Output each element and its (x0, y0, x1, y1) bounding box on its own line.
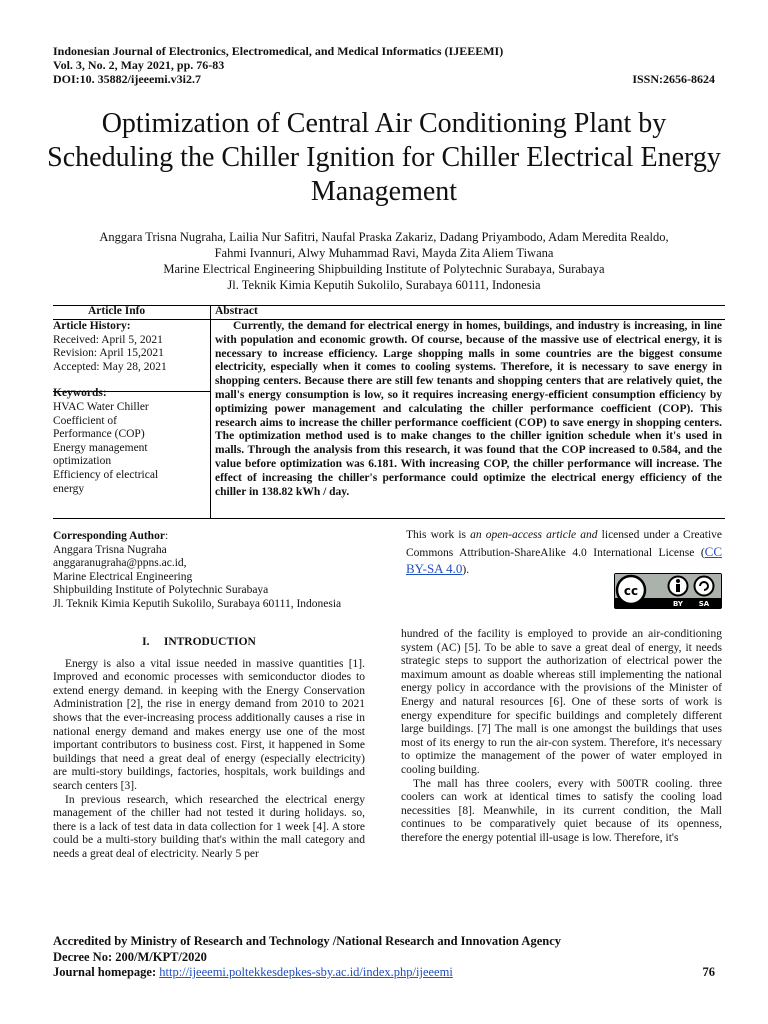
corresponding-dept: Marine Electrical Engineering (53, 570, 193, 583)
corresponding-address: Jl. Teknik Kimia Keputih Sukolilo, Surabaya 60111, Indonesia (53, 597, 342, 610)
license-italic: an open-access article and (470, 529, 598, 541)
license-pre: This work is (406, 529, 471, 541)
history-label: Article History: (53, 320, 131, 332)
decree: Decree No: 200/M/KPT/2020 (53, 949, 207, 964)
affiliation: Marine Electrical Engineering Shipbuilding Institute of Polytechnic Surabaya, Surabaya (163, 262, 605, 276)
abstract-text: Currently, the demand for electrical energy in homes, buildings, and industry is increasing, in line with population and economic growth. Of course, because of the massive use of electrical energy, it is necessary to increase efficiency. Large shopping malls in some countries are the biggest consume electricity, especially when it comes to cooling systems. Therefore, it is necessary to save energy in shopping centers. Because there are still few tenants and shopping centers that are relatively quiet, the mall's energy consumption is low, so it requires increasing energy-efficient consumption efficiency by optimizing power management and calculating the chiller performance coefficient (COP). This research aims to increase the chiller performance coefficient (COP) to save energy in shopping centers. The optimization method used is to make changes to the chiller ignition schedule when it's used in malls. Through the analysis from this research, it was found that the COP increased to 0.584, and the value before optimization was 6.181. With increasing COP, the chiller performance will increase. The effect of increasing the chiller's performance could optimize the electrical energy efficiency of the chiller in 138.82 kWh / day. (215, 320, 722, 498)
section-heading-introduction: I. INTRODUCTION (142, 636, 256, 648)
journal-header (53, 44, 715, 86)
paper-title: Optimization of Central Air Conditioning Plant by Scheduling the Chiller Ignition for Chiller Electrical Energy Management (47, 108, 721, 207)
intro-paragraph-3: hundred of the facility is employed to provide an air-conditioning system (AC) [5]. To be able to save a great deal of energy, it needs strategic steps to support the authorization of electrical power the maximum amount as doable whereas still implementing the national energy policy in accordance with the provisions of the Minister of Energy and natural resources [6]. One of these sorts of work is energy expenditure for specific buildings and completely different large buildings. [7] The mall is one amongst the buildings that uses most of its energy to run the air-con system. Therefore, it's necessary to optimize the management of the power of water employed in cooling building. (401, 628, 722, 776)
keyword-line: Coefficient of (53, 414, 117, 427)
issn: ISSN:2656-8624 (632, 72, 715, 86)
corresponding-email[interactable]: anggaranugraha@ppns.ac.id, (53, 557, 187, 569)
article-info (53, 320, 210, 496)
intro-paragraph-4: The mall has three coolers, every with 500TR cooling. three coolers can work at identical times to satisfy the cooling load necessities [8]. Meanwhile, in its current condition, the Mall continues to be comparatively quiet because of its openness, therefore the energy potential ill-usage is low. Therefore, it's (401, 777, 722, 844)
intro-paragraph-1: Energy is also a vital issue needed in massive quantities [1]. Improved and economic processes with semiconductor diodes to extend energy demand. in keeping with the Energy Conservation Administration [2], the rise in energy demand from 2010 to 2021 shows that the ever-increasing process additionally causes a rise in national energy demand and makes energy use one of the most important contributors to business cost. First, it happened in Some buildings that need a great deal of energy (especially electricity) are multi-story buildings, factories, hospitals, work buildings and search centers [3]. (53, 657, 365, 792)
keywords-label: Keywords: (53, 387, 107, 400)
table-column-divider (210, 306, 211, 518)
affiliation-address: Jl. Teknik Kimia Keputih Sukolilo, Surabaya 60111, Indonesia (227, 278, 541, 292)
authors-block (40, 229, 728, 293)
corresponding-label: Corresponding Author (53, 530, 165, 542)
keyword-line: Performance (COP) (53, 428, 145, 441)
svg-text:cc: cc (623, 584, 639, 598)
corresponding-inst: Shipbuilding Institute of Polytechnic Surabaya (53, 584, 269, 596)
keyword-line: HVAC Water Chiller (53, 400, 149, 413)
intro-left-column (53, 636, 365, 862)
accepted-date: Accepted: May 28, 2021 (53, 360, 167, 373)
corresponding-colon: : (164, 530, 169, 542)
license-post: licensed under a Creative Commons Attribution-ShareAlike 4.0 International License ( (406, 529, 723, 559)
cc-license-badge[interactable] (614, 573, 722, 609)
keyword-line: energy (53, 482, 85, 495)
received-date: Received: April 5, 2021 (53, 333, 163, 346)
page-footer (53, 934, 715, 981)
license-end: ). (462, 564, 470, 576)
article-info-heading: Article Info (88, 305, 146, 317)
table-top-rule (53, 305, 725, 306)
journal-name: Indonesian Journal of Electronics, Electromedical, and Medical Informatics (IJEEEMI) (53, 44, 504, 58)
doi: DOI:10. 35882/ijeeemi.v3i2.7 (53, 72, 201, 86)
badge-by-label: BY (672, 600, 684, 608)
keyword-line: Efficiency of electrical (53, 468, 159, 481)
cc-by-sa-icon (614, 573, 722, 609)
keyword-line: Energy management (53, 441, 148, 454)
corresponding-name: Anggara Trisna Nugraha (53, 543, 167, 556)
homepage-link[interactable]: http://ijeeemi.poltekkesdepkes-sby.ac.id/index.php/ijeeemi (159, 965, 453, 979)
volume-info: Vol. 3, No. 2, May 2021, pp. 76-83 (53, 58, 225, 72)
intro-right-column (401, 628, 722, 846)
table-bottom-rule (53, 518, 725, 519)
authors-line-2: Fahmi Ivannuri, Alwy Muhammad Ravi, Mayda Zita Aliem Tiwana (214, 246, 554, 260)
accreditation: Accredited by Ministry of Research and Technology /National Research and Innovation Agency (53, 934, 562, 948)
homepage-label: Journal homepage: (53, 965, 160, 979)
license-text (406, 528, 722, 579)
intro-paragraph-2: In previous research, which researched the electrical energy management of the chiller had not tested it during holidays. so, there is a lack of test data in data collection for 1 week [4]. A store could be a multi-story building that's within the mall category and needs a great deal of electricity. Nearly 5 per (53, 793, 365, 860)
corresponding-author (53, 530, 393, 611)
keyword-line: optimization (53, 455, 112, 468)
abstract-heading: Abstract (215, 305, 258, 317)
license-link[interactable]: CC BY-SA 4.0 (406, 543, 722, 576)
authors-line-1: Anggara Trisna Nugraha, Lailia Nur Safitri, Naufal Praska Zakariz, Dadang Priyambodo, Adam Meredita Realdo, (99, 230, 669, 244)
revision-date: Revision: April 15,2021 (53, 347, 164, 360)
page-number: 76 (702, 965, 715, 979)
badge-sa-label: SA (698, 600, 710, 608)
